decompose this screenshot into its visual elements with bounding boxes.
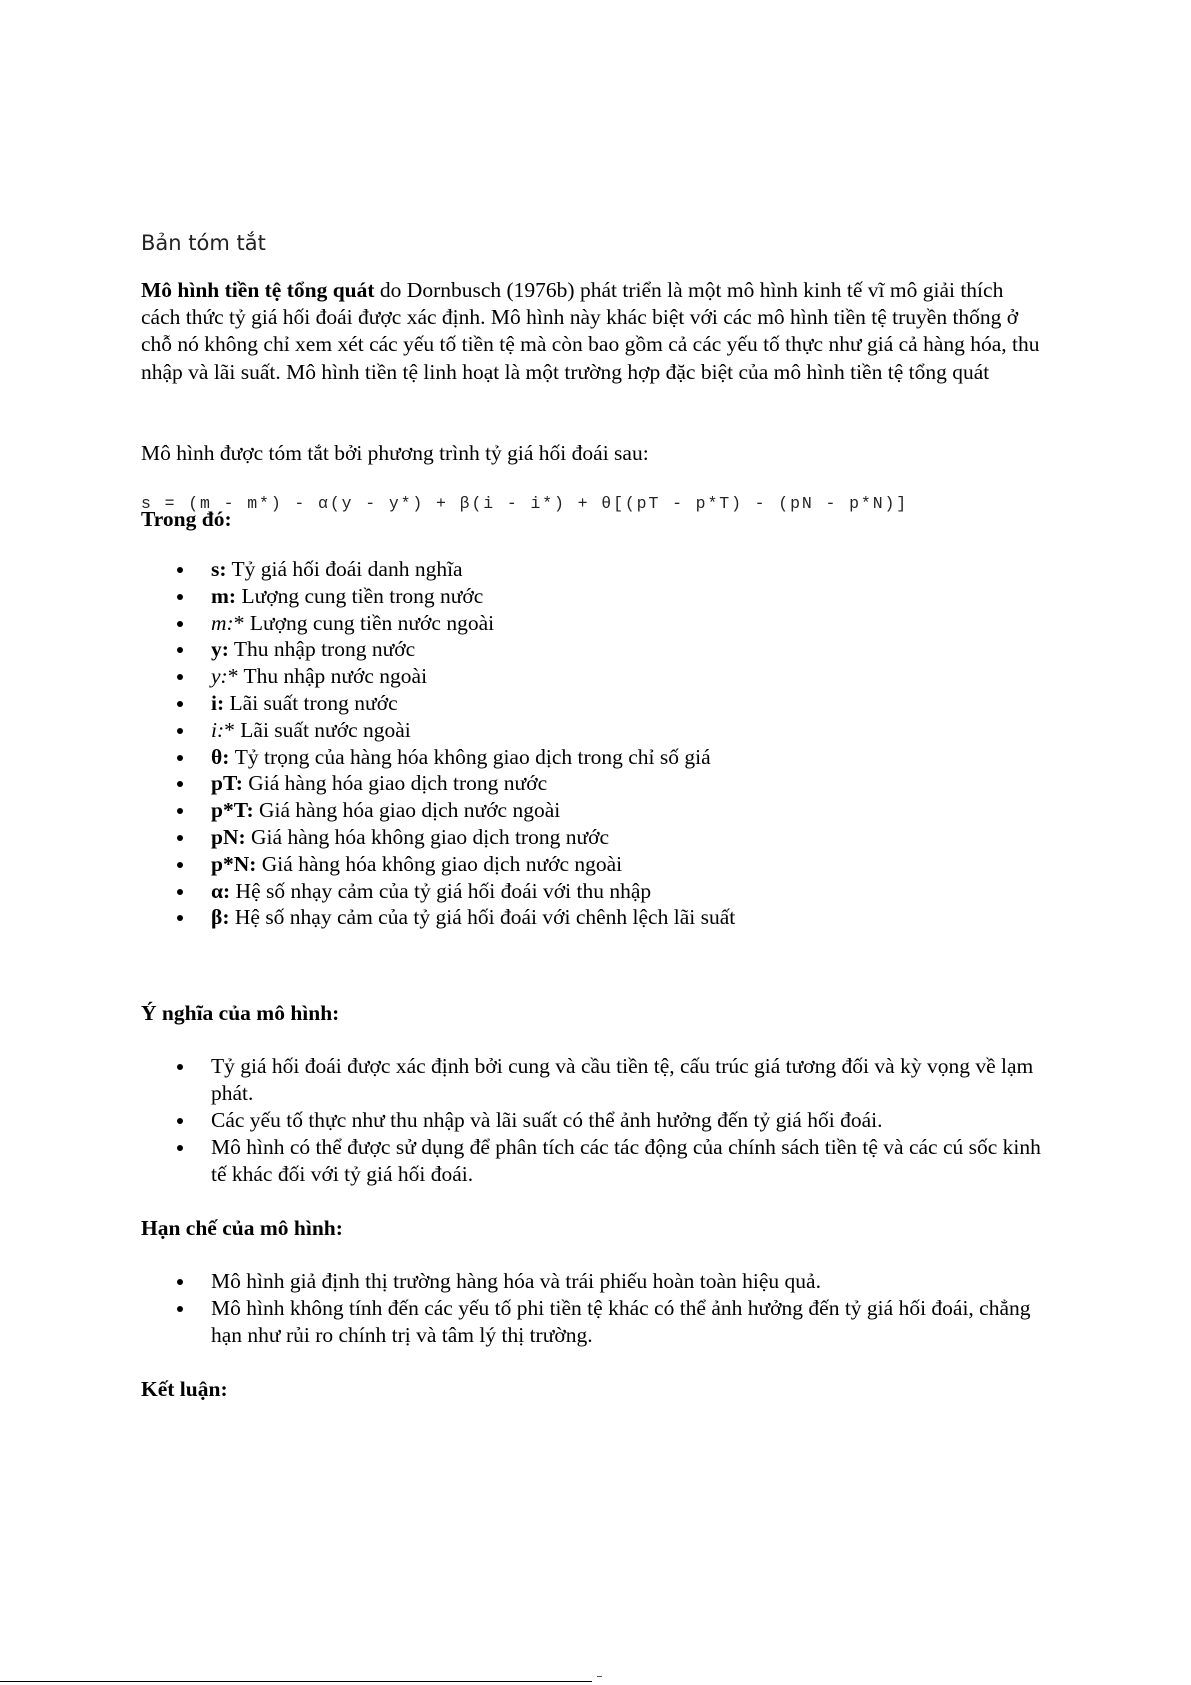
definition-text: Tỷ giá hối đoái danh nghĩa [226,557,463,581]
intro-text: do Dornbusch (1976b) phát triển là một mô hình kinh tế vĩ mô giải thích cách thức tỷ giá hối đoái được xác định. Mô hình này khác biệt với các mô hình tiền tệ truyền thống ở chỗ nó không chỉ xem xét các yếu tố tiền tệ mà còn bao gồm cả các yếu tố thực như giá cả hàng hóa, thu nhập và lãi suất. Mô hình tiền tệ linh hoạt là một trường hợp đặc biệt của mô hình tiền tệ tổng quát [141,278,1040,384]
meaning-title: Ý nghĩa của mô hình: [141,1001,340,1025]
conclusion-title: Kết luận: [141,1377,228,1401]
bullet-dot [177,781,183,787]
meaning-item-text: Mô hình có thể được sử dụng để phân tích các tác động của chính sách tiền tệ và các cú sốc kinh tế khác đối với tỷ giá hối đoái. [211,1135,1041,1186]
meaning-item [141,1053,1061,1107]
definition-text: * Thu nhập nước ngoài [227,664,428,689]
definition-term: β: [211,905,230,930]
definition-item [141,904,1061,931]
intro-bold-lead: Mô hình tiền tệ tổng quát [141,278,375,302]
bullet-dot [177,1306,183,1312]
definition-term: p*N: [211,851,257,876]
definition-text: Giá hàng hóa giao dịch nước ngoài [253,798,561,823]
where-list [141,556,1061,931]
bullet-dot [177,621,183,627]
definition-text: Lượng cung tiền trong nước [236,583,484,608]
intro-paragraph [141,277,1041,386]
bullet-dot [177,647,183,653]
definition-term: s: [211,557,227,581]
definition-text: Lãi suất trong nước [224,690,398,715]
definition-item [141,690,1061,717]
bullet-dot [177,862,183,868]
meaning-item [141,1134,1061,1188]
definition-text: Hệ số nhạy cảm của tỷ giá hối đoái với thu nhập [230,878,652,903]
definition-text: Thu nhập trong nước [228,637,416,662]
bullet-dot [177,728,183,734]
definition-text: * Lượng cung tiền nước ngoài [233,610,495,635]
footnote-rule [0,1681,592,1682]
limits-list [141,1268,1061,1349]
bullet-dot [177,567,183,573]
definition-item [141,797,1061,824]
exchange-rate-equation: s = (m - m*) - α(y - y*) + β(i - i*) + θ[(pT - p*T) - (pN - p*N)] [141,494,909,513]
bullet-dot [177,835,183,841]
definition-item [141,556,1061,583]
page-title: Bản tóm tắt [141,231,266,255]
definition-item [141,583,1061,610]
definition-term: m: [211,583,237,608]
definition-item [141,824,1061,851]
definition-item [141,663,1061,690]
bullet-dot [177,889,183,895]
definition-item [141,851,1061,878]
definition-text: Giá hàng hóa không giao dịch trong nước [245,824,610,849]
bullet-dot [177,1279,183,1285]
bullet-dot [177,915,183,921]
limits-item-text: Mô hình không tính đến các yếu tố phi tiền tệ khác có thể ảnh hưởng đến tỷ giá hối đoái, chẳng hạn như rủi ro chính trị và tâm lý thị trường. [211,1296,1031,1347]
bullet-dot [177,808,183,814]
definition-text: * Lãi suất nước ngoài [224,717,411,742]
limits-item [141,1295,1061,1349]
bullet-dot [177,594,183,600]
summary-line: Mô hình được tóm tắt bởi phương trình tỷ giá hối đoái sau: [141,441,649,465]
bullet-dot [177,674,183,680]
meaning-item [141,1107,1061,1134]
bullet-dot [177,701,183,707]
definition-term: i: [211,717,225,742]
where-title: Trong đó: [141,507,232,531]
limits-title: Hạn chế của mô hình: [141,1216,343,1240]
definition-term: pN: [211,824,246,849]
bullet-dot [177,755,183,761]
definition-term: pT: [211,771,243,796]
bullet-dot [177,1118,183,1124]
definition-term: θ: [211,744,230,769]
limits-item [141,1268,1061,1295]
meaning-list [141,1053,1061,1188]
definition-term: y: [211,637,229,662]
page-footer-mark [597,1676,602,1681]
meaning-item-text: Tỷ giá hối đoái được xác định bởi cung và cầu tiền tệ, cấu trúc giá tương đối và kỳ vọng về lạm phát. [211,1054,1034,1105]
definition-term: α: [211,878,231,903]
bullet-dot [177,1064,183,1070]
definition-term: m: [211,610,234,635]
meaning-item-text: Các yếu tố thực như thu nhập và lãi suất có thể ảnh hưởng đến tỷ giá hối đoái. [211,1108,883,1132]
definition-text: Hệ số nhạy cảm của tỷ giá hối đoái với chênh lệch lãi suất [229,905,736,930]
bullet-dot [177,1145,183,1151]
definition-term: p*T: [211,798,254,823]
definition-term: i: [211,690,225,715]
definition-item [141,636,1061,663]
definition-text: Giá hàng hóa giao dịch trong nước [242,771,548,796]
definition-item [141,770,1061,797]
definition-item [141,717,1061,744]
definition-text: Giá hàng hóa không giao dịch nước ngoài [256,851,623,876]
definition-term: y: [211,664,228,689]
definition-item [141,878,1061,905]
definition-text: Tỷ trọng của hàng hóa không giao dịch trong chỉ số giá [229,744,711,769]
definition-item [141,744,1061,771]
definition-item [141,610,1061,637]
limits-item-text: Mô hình giả định thị trường hàng hóa và trái phiếu hoàn toàn hiệu quả. [211,1269,821,1293]
